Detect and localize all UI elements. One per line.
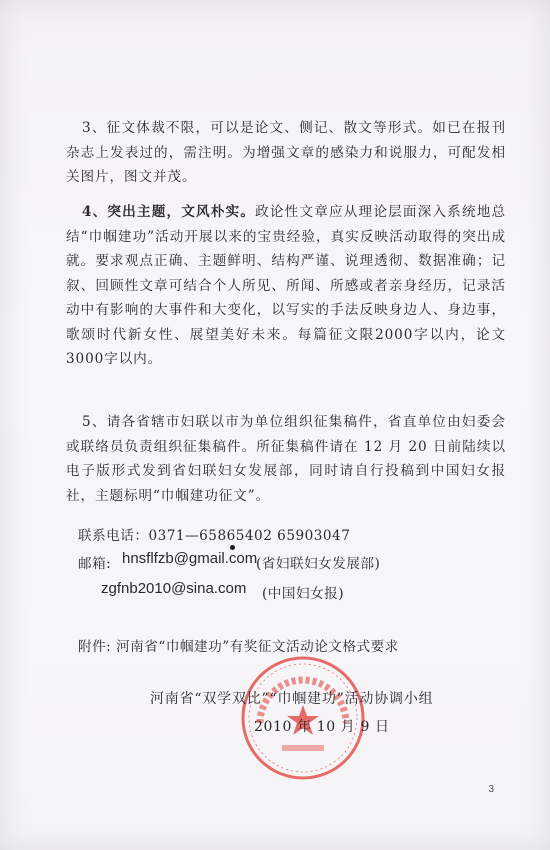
paragraph-4-text: 政论性文章应从理论层面深入系统地总结“巾帼建功”活动开展以来的宝贵经验，真实反映活动取得的突出成就。要求观点正确、主题鲜明、结构严谨、说理透彻、数据准确；记叙、回顾性文章可结合个人所见、所闻、所感或者亲身经历，记录活动中有影响的大事件和大变化，以写实的手法反映身边人、身边事，歌颂时代新女性、展望美好未来。每篇征文限2000字以内，论文3000字以内。 <box>66 204 506 367</box>
paragraph-4-lead: 4、突出主题，文风朴实。 <box>82 204 256 220</box>
signature-date: 2010 年 10 月 9 日 <box>254 719 390 735</box>
paragraph-5-text: 5、请各省辖市妇联以市为单位组织征集稿件，省直单位由妇委会或联络员负责组织征集稿件。所征集稿件请在 12 月 20 日前陆续以电子版形式发到省妇联妇女发展部，同时请自行投稿到中国妇女报社，主题标明“巾帼建功征文”。 <box>66 414 506 504</box>
contact-phone: 联系电话：0371—65865402 65903047 <box>78 528 351 544</box>
email-label: 邮箱: <box>78 556 112 572</box>
email-address-2: zgfnb2010@sina.com <box>101 580 247 597</box>
signature-organization: 河南省“双学双比”“巾帼建功”活动协调小组 <box>150 691 434 707</box>
paragraph-5 <box>66 410 506 508</box>
email-address-1: hnsflfzb@gmail.com <box>122 550 258 567</box>
page-number: 3 <box>488 784 494 795</box>
attachment-note: 附件: 河南省“巾帼建功”有奖征文活动论文格式要求 <box>78 639 399 655</box>
paragraph-4 <box>66 200 506 372</box>
paragraph-3-text: 3、征文体裁不限，可以是论文、侧记、散文等形式。如已在报刊杂志上发表过的，需注明。为增强文章的感染力和说服力，可配发相关图片，图文并茂。 <box>66 120 506 185</box>
paragraph-3 <box>66 116 506 190</box>
ink-dot <box>230 545 235 550</box>
email-1-note: (省妇联妇女发展部) <box>256 556 381 572</box>
email-2-note: (中国妇女报) <box>262 586 345 602</box>
